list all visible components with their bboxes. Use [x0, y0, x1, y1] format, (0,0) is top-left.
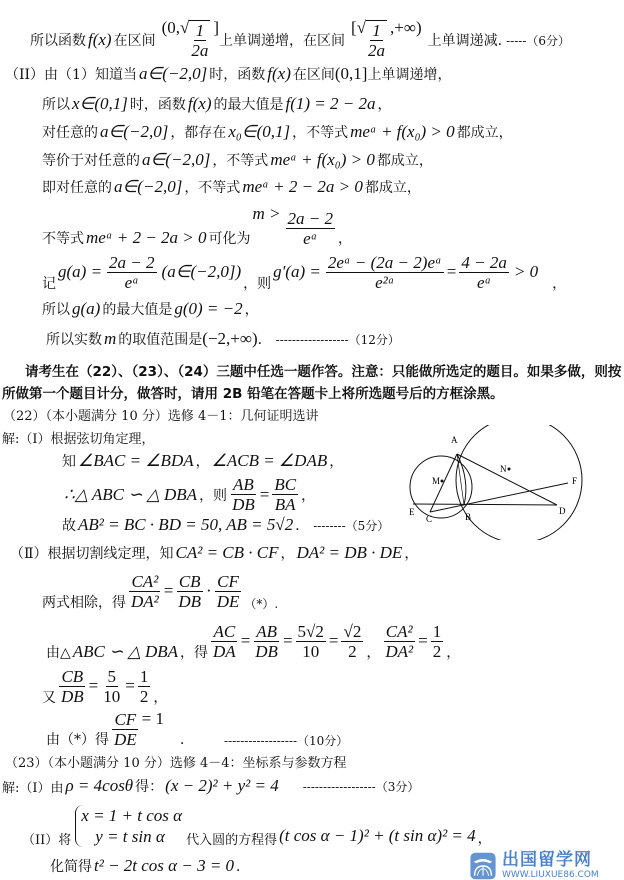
line	[2, 776, 419, 796]
numerator: AC	[213, 621, 236, 641]
numerator: CB	[61, 666, 84, 686]
segment-cf	[430, 483, 568, 512]
label-c: C	[426, 514, 433, 524]
text: 上单调递增，在区间	[219, 33, 346, 49]
text: （*）.	[244, 597, 279, 611]
watermark-logo	[468, 852, 624, 880]
segment-ad	[457, 454, 557, 505]
text: 的取值范围是	[118, 332, 203, 348]
fraction	[459, 253, 508, 292]
math: =	[446, 262, 457, 281]
math: g'(a) =	[273, 262, 321, 281]
segment-ed	[413, 504, 557, 505]
fraction	[107, 253, 156, 292]
q22-title: （22）（本小题满分 10 分）选修 4－1：几何证明选讲	[3, 409, 319, 424]
text: ．	[257, 332, 272, 348]
text: ．	[180, 732, 195, 748]
math: =	[259, 484, 270, 504]
numerator: 1	[432, 621, 442, 641]
math: f(x)	[88, 30, 112, 49]
fraction	[176, 572, 203, 611]
text: 所以	[42, 302, 70, 318]
numerator: 2a − 2	[287, 209, 333, 228]
score-note: -----（6分）	[506, 33, 571, 48]
math: (x − 2)² + y² = 4	[165, 776, 279, 795]
denominator: DB	[178, 591, 202, 611]
fraction	[286, 209, 335, 248]
text: ．	[236, 859, 251, 875]
fraction	[341, 622, 363, 661]
numerator: CB	[178, 571, 201, 591]
text: 解:（I）由	[2, 780, 64, 796]
numerator: 4 − 2a	[461, 252, 507, 272]
math: ∴△ ABC ∽ △ DBA	[64, 484, 198, 504]
watermark-name: 出国留学网	[502, 850, 592, 870]
fraction	[383, 622, 415, 661]
label-b: B	[465, 512, 472, 522]
math: =	[163, 581, 174, 600]
denominator: 2	[432, 641, 442, 661]
text: 所以	[42, 97, 70, 113]
text: ，	[552, 276, 567, 292]
sqrt-icon: √	[180, 18, 190, 37]
math: f(x)	[187, 94, 212, 113]
line	[46, 620, 460, 662]
math: [	[351, 18, 357, 37]
text: ，	[446, 645, 461, 661]
text: ．	[295, 518, 310, 534]
math: ABC ∽ △ DBA	[72, 642, 179, 661]
line	[62, 451, 343, 471]
denominator: DE	[216, 591, 240, 611]
globe-logo-icon	[468, 852, 498, 880]
line	[62, 475, 315, 514]
math: =	[328, 631, 339, 650]
math: AB² = BC · BD = 50, AB = 5√2	[78, 515, 294, 534]
text: ，	[301, 487, 316, 504]
line	[42, 150, 433, 170]
math: (0,	[161, 18, 181, 37]
text: 所以实数	[46, 332, 102, 348]
text: 上单调递减.	[427, 33, 503, 49]
text: ，不等式	[212, 153, 269, 169]
denominator: 10	[302, 641, 320, 661]
math: ρ = 4cosθ	[65, 776, 134, 795]
denominator: eᵃ	[476, 272, 492, 292]
math: =	[418, 631, 428, 650]
label-n: N	[500, 464, 507, 474]
label-m: M	[432, 476, 441, 486]
math: g(a) =	[58, 262, 103, 281]
text: ，	[338, 231, 352, 247]
text: ，则	[243, 276, 272, 292]
text: 在区间	[292, 67, 335, 83]
fraction	[211, 622, 238, 661]
numerator: 5√2	[297, 621, 324, 641]
math: = 1	[141, 709, 165, 728]
math: meᵃ + f(x₀) > 0	[270, 150, 375, 169]
text: 故	[62, 518, 76, 534]
math: a∈(−2,0]	[138, 64, 208, 83]
label-a: A	[451, 435, 458, 445]
text: ，不等式	[184, 180, 241, 196]
text: 记	[42, 276, 56, 292]
math: a∈(−2,0]	[142, 150, 211, 169]
text: ，	[366, 645, 381, 661]
notice-line-2: 所做第一个题目计分，做答时，请用 2B 铅笔在答题卡上将所选题号后的方框涂黑。	[2, 386, 504, 402]
watermark-url: WWW.LIUXUE86.COM	[502, 870, 599, 880]
label-f: F	[572, 476, 578, 486]
q23-title: （23）（本小题满分 10 分）选修 4－4：坐标系与参数方程	[5, 756, 347, 771]
line	[50, 856, 250, 876]
text: 都成立，	[364, 180, 421, 196]
text: ，	[153, 690, 168, 706]
numerator: CA²	[131, 571, 159, 591]
denominator: DB	[61, 686, 84, 706]
notice-line-1: 请考生在（22）、（23）、（24）三题中任选一题作答。注意：只能做所选定的题目。如果多做，则按	[25, 364, 622, 380]
numerator: 2eᵃ − (2a − 2)eᵃ	[327, 252, 442, 272]
text: ，则	[199, 487, 228, 504]
text: 时，函数	[209, 67, 266, 83]
point-m	[441, 480, 444, 483]
math: g(0) = −2	[174, 299, 243, 318]
text: 又	[42, 690, 56, 706]
text: 由（*）得	[46, 732, 109, 748]
text: 上单调递增，	[367, 67, 452, 83]
line	[5, 64, 451, 84]
denominator: 2	[348, 641, 357, 661]
text: ，	[377, 97, 392, 113]
sqrt-icon: √	[356, 18, 367, 37]
line	[42, 570, 278, 612]
text: ，得	[180, 645, 209, 661]
label-d: D	[559, 506, 566, 516]
numerator: 1	[372, 21, 381, 40]
denominator: 2	[139, 686, 149, 706]
text: ，	[280, 546, 295, 562]
circle-n	[456, 425, 582, 540]
line	[62, 515, 389, 535]
math: meᵃ + f(x₀) > 0	[350, 122, 455, 141]
denominator: DB	[232, 495, 255, 514]
text: ，都存在	[170, 125, 227, 141]
math: =	[125, 676, 135, 695]
numerator: AB	[233, 475, 254, 494]
denominator: 2a	[191, 41, 209, 60]
math: a∈(−2,0]	[100, 122, 169, 141]
text: 时，函数	[129, 97, 186, 113]
denominator: eᵃ	[303, 229, 318, 248]
fraction	[326, 253, 444, 292]
denominator: e²ᵃ	[375, 272, 395, 292]
fraction	[59, 667, 86, 706]
equation-x: x = 1 + t cos α	[81, 806, 183, 825]
numerator: CF	[114, 709, 137, 729]
denominator: BA	[274, 495, 296, 514]
numerator: AB	[256, 621, 277, 641]
point-n	[508, 468, 511, 471]
line	[42, 204, 352, 248]
text: ，	[404, 546, 419, 562]
line	[42, 299, 259, 319]
text: 代入圆的方程得	[186, 833, 278, 848]
text: 两式相除，得	[42, 595, 126, 611]
line	[42, 122, 513, 142]
denominator: eᵃ	[124, 272, 139, 292]
text: ，	[195, 454, 210, 470]
label-e: E	[409, 507, 415, 517]
text: ，	[244, 302, 259, 318]
score-note: --------（5分）	[313, 518, 390, 533]
fraction	[112, 710, 139, 749]
equation-system	[75, 805, 182, 847]
math: t² − 2t cos α − 3 = 0	[94, 856, 235, 875]
fraction	[101, 667, 122, 706]
line	[22, 804, 492, 848]
line	[42, 665, 167, 707]
fraction	[129, 572, 161, 611]
text: 都成立，	[456, 125, 513, 141]
q22-solution-start: 解:（Ⅰ）根据弦切角定理，	[2, 432, 155, 447]
score-note: ------------------（3分）	[302, 779, 420, 794]
text: 即对任意的	[42, 180, 112, 196]
fraction	[296, 622, 326, 661]
score-note: ------------------（12分）	[275, 332, 400, 347]
line	[46, 329, 400, 349]
math: =	[88, 676, 99, 695]
numerator: √2	[343, 621, 362, 641]
text: ，	[329, 454, 344, 470]
math: =	[240, 631, 251, 650]
fraction	[215, 572, 242, 611]
math: ∠ACB = ∠DAB	[211, 451, 328, 470]
line	[42, 177, 421, 197]
fraction	[189, 20, 210, 60]
numerator: 2a − 2	[109, 252, 155, 272]
fraction	[230, 475, 257, 514]
math: x₀∈(0,1]	[228, 122, 291, 141]
denominator: 2a	[368, 41, 386, 60]
equation-y: y = t sin α	[95, 827, 165, 846]
denominator: 10	[103, 686, 121, 706]
math: ]	[213, 18, 220, 37]
fraction	[272, 475, 298, 514]
line	[42, 94, 391, 114]
line-monotonic	[30, 18, 570, 62]
text: （Ⅱ）根据切割线定理，知	[10, 546, 174, 562]
text: 的最大值是	[213, 97, 284, 113]
math: (t cos α − 1)² + (t sin α)² = 4	[279, 826, 476, 845]
text: 由△	[46, 645, 71, 661]
fraction	[366, 20, 387, 60]
text: 不等式	[42, 231, 84, 247]
math: CA² = CB · CF	[175, 543, 279, 562]
denominator: DA	[213, 641, 236, 661]
numerator: 5	[107, 666, 117, 686]
text: ，不等式	[292, 125, 349, 141]
math: m >	[252, 204, 281, 223]
denominator: DE	[114, 729, 137, 749]
math: ,+∞)	[390, 18, 422, 37]
denominator: DB	[255, 641, 278, 661]
math: m	[104, 329, 117, 348]
geometry-figure	[400, 425, 600, 540]
math: (−2,+∞)	[202, 329, 258, 348]
text: （II）由（1）知道当	[5, 67, 137, 83]
math: f(x)	[267, 64, 291, 83]
circle-m	[410, 456, 472, 518]
math: (a∈(−2,0])	[161, 262, 242, 281]
text: 知	[62, 454, 76, 470]
fraction	[253, 622, 280, 661]
numerator: 1	[139, 666, 149, 686]
math: =	[282, 631, 293, 650]
math: > 0	[513, 262, 539, 281]
math: meᵃ + 2 − 2a > 0	[242, 177, 363, 196]
numerator: BC	[274, 475, 297, 494]
text: 得：	[135, 779, 164, 795]
math: ∠BAC = ∠BDA	[78, 451, 194, 470]
line	[10, 543, 418, 563]
math: meᵃ + 2 − 2a > 0	[86, 228, 207, 247]
text: 化简得	[50, 859, 92, 875]
math: DA² = DB · DE	[296, 543, 403, 562]
line	[46, 709, 348, 749]
text: 在区间	[113, 33, 156, 49]
text: 都成立，	[376, 153, 433, 169]
text: ，	[477, 831, 492, 847]
denominator: DA²	[385, 641, 414, 661]
text: 可化为	[208, 231, 251, 247]
text: 等价于对任意的	[42, 153, 140, 169]
denominator: DA²	[131, 591, 159, 611]
text: 所以函数	[30, 33, 86, 49]
numerator: CA²	[385, 621, 413, 641]
math: g(a)	[72, 299, 101, 318]
score-note: ------------------（10分）	[224, 734, 349, 748]
text: （II）将	[22, 833, 72, 848]
fraction	[138, 667, 151, 706]
math: f(1) = 2 − 2a	[285, 94, 376, 113]
numerator: CF	[217, 571, 239, 591]
math: a∈(−2,0]	[114, 177, 183, 196]
math: x∈(0,1]	[72, 94, 128, 113]
math: (0,1]	[334, 64, 368, 83]
math: ·	[206, 581, 212, 600]
text: 对任意的	[42, 125, 98, 141]
fraction	[431, 622, 444, 661]
numerator: 1	[195, 21, 205, 40]
text: 的最大值是	[102, 302, 173, 318]
line	[42, 251, 566, 293]
